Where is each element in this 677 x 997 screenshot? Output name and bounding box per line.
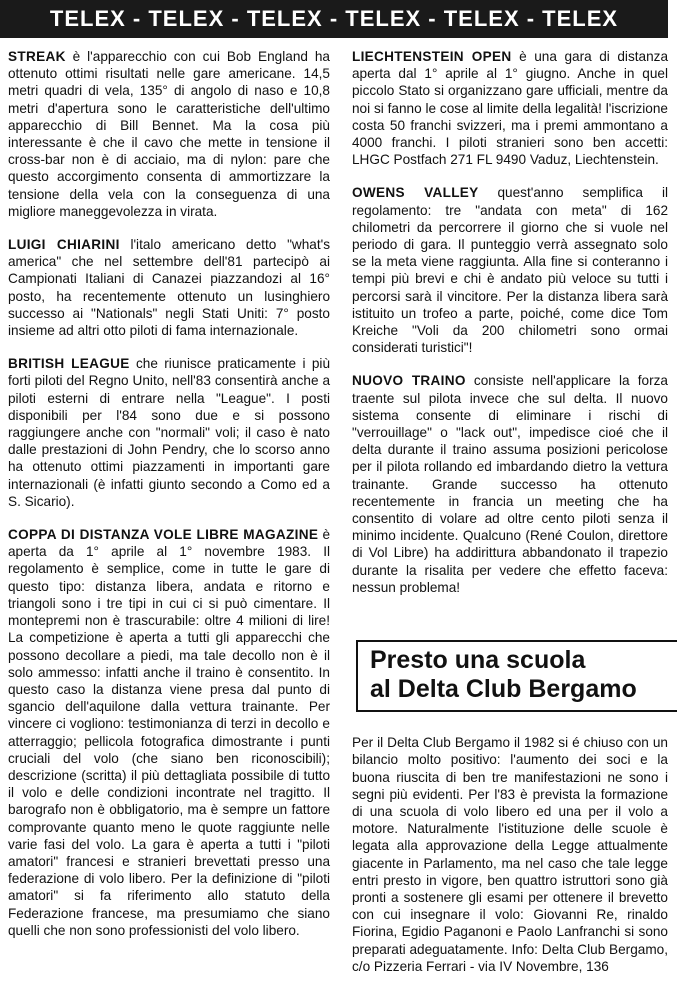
news-body: è l'apparecchio con cui Bob England ha ottenuto ottimi risultati nelle gare americane. 14,5 metri quadri di vela, 135° di angolo di naso e 10,8 metri d'apertura sono le caratteristiche dell'ultimo apparecchio di Bill Bennet. Ma la cosa più interessante è che il cavo che mette in tensione il cross-bar non è di acciaio, ma di nylon: pare che questo accorgimento consenta di ammortizzare la tensione della vela con la conseguenza di una migliore maneggevolezza in virata. bbox=[8, 49, 330, 219]
news-item-nuovo-traino bbox=[352, 372, 668, 596]
news-body: consiste nell'applicare la forza traente sul pilota invece che sul delta. Il nuovo sistema consente di eliminare i rischi di "verrouillage" o "lack out", impedisce cioé che il delta durante il traino assuma posizioni pericolose per il pilota rollando ed imbardando dietro la vettura trainante. Grande successo ha ottenuto recentemente in francia un meeting che ha consentito di volare ad oltre cento piloti senza il minimo incidente. Qualcuno (René Coulon, direttore di Vol Libre) ha addirittura abbandonato il trapezio durante la risalita per vedere che effetto faceva: nessun problema! bbox=[352, 373, 668, 595]
headline-line-1: Presto una scuola bbox=[370, 646, 586, 675]
headline-box bbox=[356, 640, 677, 712]
news-body: è aperta da 1° aprile al 1° novembre 1983. Il regolamento è semplice, come in tutte le gare di questo tipo: distanza libera, andata e ritorno e triangoli sono i tre tipi in cui ci si può cimentare. Il montepremi non è trascurabile: oltre 4 milioni di lire! La competizione è aperta a tutti gli apparecchi che possono decollare a piedi, ma tale decollo non è il solo ammesso: infatti anche il traino è consentito. In questo caso la distanza viene presa dal punto di sgancio dell'aquilone dalla vettura trainante. Per vincere ci vogliono: testimonianza di terzi in decollo e atterraggio; pellicola fotografica dimostrante i punti cruciali del volo (che siano ben riconoscibili); descrizione (scritta) il più dettagliata possibile di tutto il volo e delle condizioni incontrate nel tragitto. Il barografo non è obbligatorio, ma è sempre un fattore comprovante quanto meno le quote raggiunte nelle varie fasi del volo. La gara è aperta a tutti i "piloti amatori" francesi e stranieri brevettati presso una federazione di volo libero. Per la definizione di "piloti amatori" si fa riferimento allo statuto della Federazione francese, ma presumiamo che siano quelli che non sono professionisti del volo libero. bbox=[8, 527, 330, 938]
news-item-luigi-chiarini bbox=[8, 236, 330, 339]
news-item-british-league bbox=[8, 355, 330, 510]
right-column bbox=[352, 48, 668, 975]
news-lead: NUOVO TRAINO bbox=[352, 373, 466, 389]
left-column bbox=[8, 48, 330, 955]
delta-club-article: Per il Delta Club Bergamo il 1982 si é chiuso con un bilancio molto positivo: l'aumento dei soci e la buona riuscita di ben tre manifestazioni ne sono i segni più evidenti. Per l'83 è prevista la formazione di una scuola di volo libero ed una per il volo a motore. Naturalmente l'istituzione delle scuole è legata alla approvazione della Legge attualmente giacente in Parlamento, ma nel caso che tale legge entri presto in vigore, ben quattro istruttori sono già pronti a sostenere gli esami per ottenere il brevetto con cui insegnare il volo: Giovanni Re, rinaldo Fiorina, Egidio Paganoni e Paolo Lanfranchi si sono preparati adeguatamente. Info: Delta Club Bergamo, c/o Pizzeria Ferrari - via IV Novembre, 136 bbox=[352, 735, 668, 974]
telex-banner: TELEX - TELEX - TELEX - TELEX - TELEX - TELEX bbox=[0, 0, 668, 38]
news-body: che riunisce praticamente i più forti piloti del Regno Unito, nell'83 consentirà anche a piloti esterni di entrare nella "League". I posti disponibili per l'84 sono due e si possono raggiungere anche con "normali" voli; il caso è nato dalle prestazioni di John Pendry, che lo scorso anno ha ottenuto ottimi piazzamenti in importanti gare internazionali (è infatti giunto secondo a Como ed a S. Sicario). bbox=[8, 356, 331, 509]
news-lead: STREAK bbox=[8, 49, 66, 64]
news-lead: OWENS VALLEY bbox=[352, 185, 479, 201]
news-body: è una gara di distanza aperta dal 1° aprile al 1° giugno. Anche in quel piccolo Stato si organizzano gare ufficiali, mentre da noi si fanno le cose al limite della legalità! l'iscrizione costa 50 franchi svizzeri, ma i premi ammontano a 4000 franchi. I piloti stranieri sono ben accetti: LHGC Postfach 271 FL 9490 Vaduz, Liechtenstein. bbox=[352, 49, 669, 168]
headline-line-2: al Delta Club Bergamo bbox=[370, 675, 637, 704]
news-lead: LIECHTENSTEIN OPEN bbox=[352, 49, 512, 64]
news-lead: BRITISH LEAGUE bbox=[8, 356, 130, 372]
news-body: l'italo americano detto "what's america" che nel settembre dell'81 partecipò ai Campionati Italiani di Canazei piazzandozi al 16° posto, ha recentemente ottenuto un lusinghiero successo ai "Nationals" negli Stati Uniti: 7° posto insieme ad altri otto piloti di fama internazionale. bbox=[8, 237, 331, 339]
news-body: quest'anno semplifica il regolamento: tre "andata con meta" di 162 chilometri da percorrere il giorno che si vuole nel periodo di gara. Il punteggio verrà assegnato solo se la meta viene raggiunta. Alla fine si conteranno i tempi più brevi e chi è andato più veloce su tutti i percorsi sarà il vincitore. Per la distanza libera sarà istituito un trofeo a parte, poiché, come dice Tom Kreiche "Voli da 200 chilometri sono ormai considerati turistici"! bbox=[352, 185, 668, 356]
news-item-streak bbox=[8, 48, 330, 220]
news-lead: LUIGI CHIARINI bbox=[8, 237, 120, 253]
news-lead: COPPA DI DISTANZA VOLE LIBRE MAGAZINE bbox=[8, 527, 319, 543]
news-item-liechtenstein-open bbox=[352, 48, 668, 168]
news-item-coppa-distanza bbox=[8, 526, 330, 939]
news-item-owens-valley bbox=[352, 184, 668, 356]
